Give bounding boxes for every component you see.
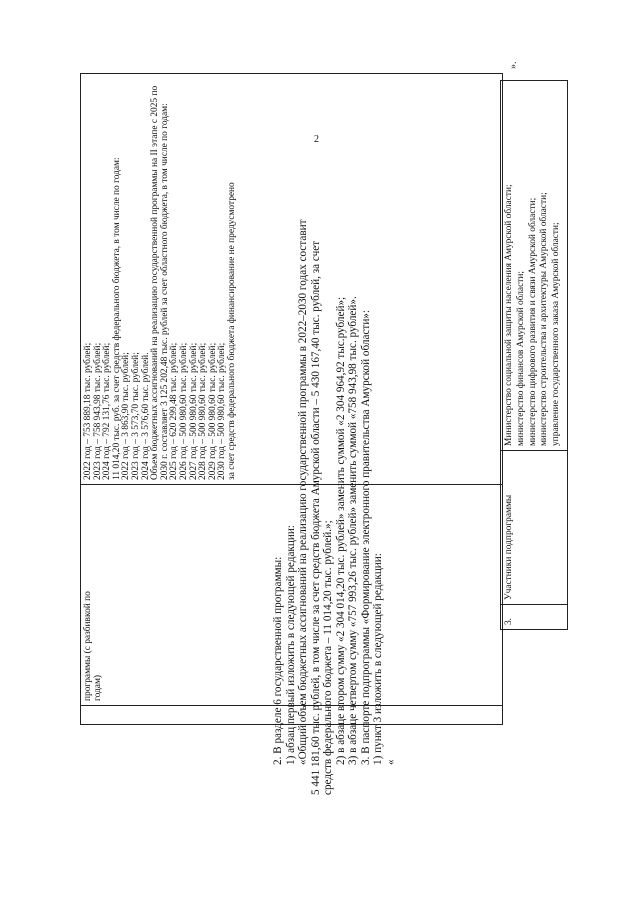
participant-item: Министерство социальной защиты населения Амурской области; [504,184,514,446]
paragraph: средств федерального бюджета – 11 014,20 тыс. рублей.»; [322,520,334,795]
participant-item: управление государственного заказа Амурской области; [551,222,562,446]
content-line: за счет средств федерального бюджета финансирование не предусмотрено [226,182,237,480]
number-cell [500,604,568,630]
content-line: 2026 год – 500 980,60 тыс. рублей; [178,342,189,480]
label-line: программы (с разбивкой по [83,591,93,701]
content-line: 2025 год – 620 299,48 тыс. рублей; [169,342,180,480]
row-label: Участники подпрограммы [504,494,514,600]
content-line: 2030 г. составляет 3 125 202,48 тыс. рублей за счет областного бюджета, в том числе по годам: [159,103,170,480]
content-line: 2028 год – 500 980,60 тыс. рублей; [198,342,209,480]
participant-item: министерство цифрового развития и связи Амурской области; [527,197,538,446]
paragraph: 2) в абзаце втором сумму «2 304 014,20 тыс. рублей» заменить суммой «2 304 964,92 тыс.рублей»; [334,296,347,765]
content-line: 2022 год – 753 889,18 тыс. рублей; [83,342,93,480]
content-line: 2029 год – 500 980,60 тыс. рублей; [207,342,218,480]
content-line: 2022 год – 3 863,90 тыс. рублей; [121,352,132,480]
paragraph: « [384,759,397,765]
content-line: Объем бюджетных ассигнований на реализацию государственной программы на II этапе с 2025 по [150,85,161,480]
content-line: 2024 год – 3 576,60 тыс. рублей. [140,352,151,480]
paragraph: 3. В паспорте подпрограммы «Формирование электронного правительства Амурской области»: [359,309,372,765]
label-cell [500,450,568,605]
paragraph: 1) абзац первый изложить в следующей редакции: [284,525,297,765]
paragraph: 5 441 181,60 тыс. рублей, в том числе за счет средств бюджета Амурской области – 5 430 167,40 тыс. рублей, за счет [309,240,322,795]
content-line: 2024 год – 792 131,76 тыс. рублей; [102,342,113,480]
participants-cell [500,80,568,451]
content-line: 2023 год – 3 573,70 тыс. рублей; [130,352,141,480]
amendment-text [272,55,397,795]
content-line: 11 014,20 тыс. руб. за счет средств федерального бюджета, в том числе по годам: [111,157,122,480]
participants-table-row [500,80,568,630]
row-number: 3. [504,617,514,625]
participant-item: министерство строительства и архитектуры Амурской области; [539,192,550,446]
page-number: 2 [314,134,319,145]
closing-quote: ». [508,61,519,69]
paragraph: «Общий объем бюджетных ассигнований на реализацию государственной программы в 2022–2030 годах составит [297,219,309,765]
content-line: 2027 год – 500 980,60 тыс. рублей; [188,342,199,480]
participant-item: министерство финансов Амурской области; [515,271,526,446]
content-line: 2023 год – 758 943,98 тыс. рублей; [92,342,103,480]
label-line: годам) [92,674,103,701]
content-line: 2030 год – 500 980,60 тыс. рублей; [217,342,228,480]
paragraph: 2. В разделе 6 государственной программы: [272,556,284,765]
paragraph: 3) в абзаце четвертом сумму «757 993,26 тыс. рублей» заменить суммой «758 943,98 тыс. рублей». [347,296,359,765]
paragraph: 1) пункт 3 изложить в следующей редакции: [372,553,384,765]
